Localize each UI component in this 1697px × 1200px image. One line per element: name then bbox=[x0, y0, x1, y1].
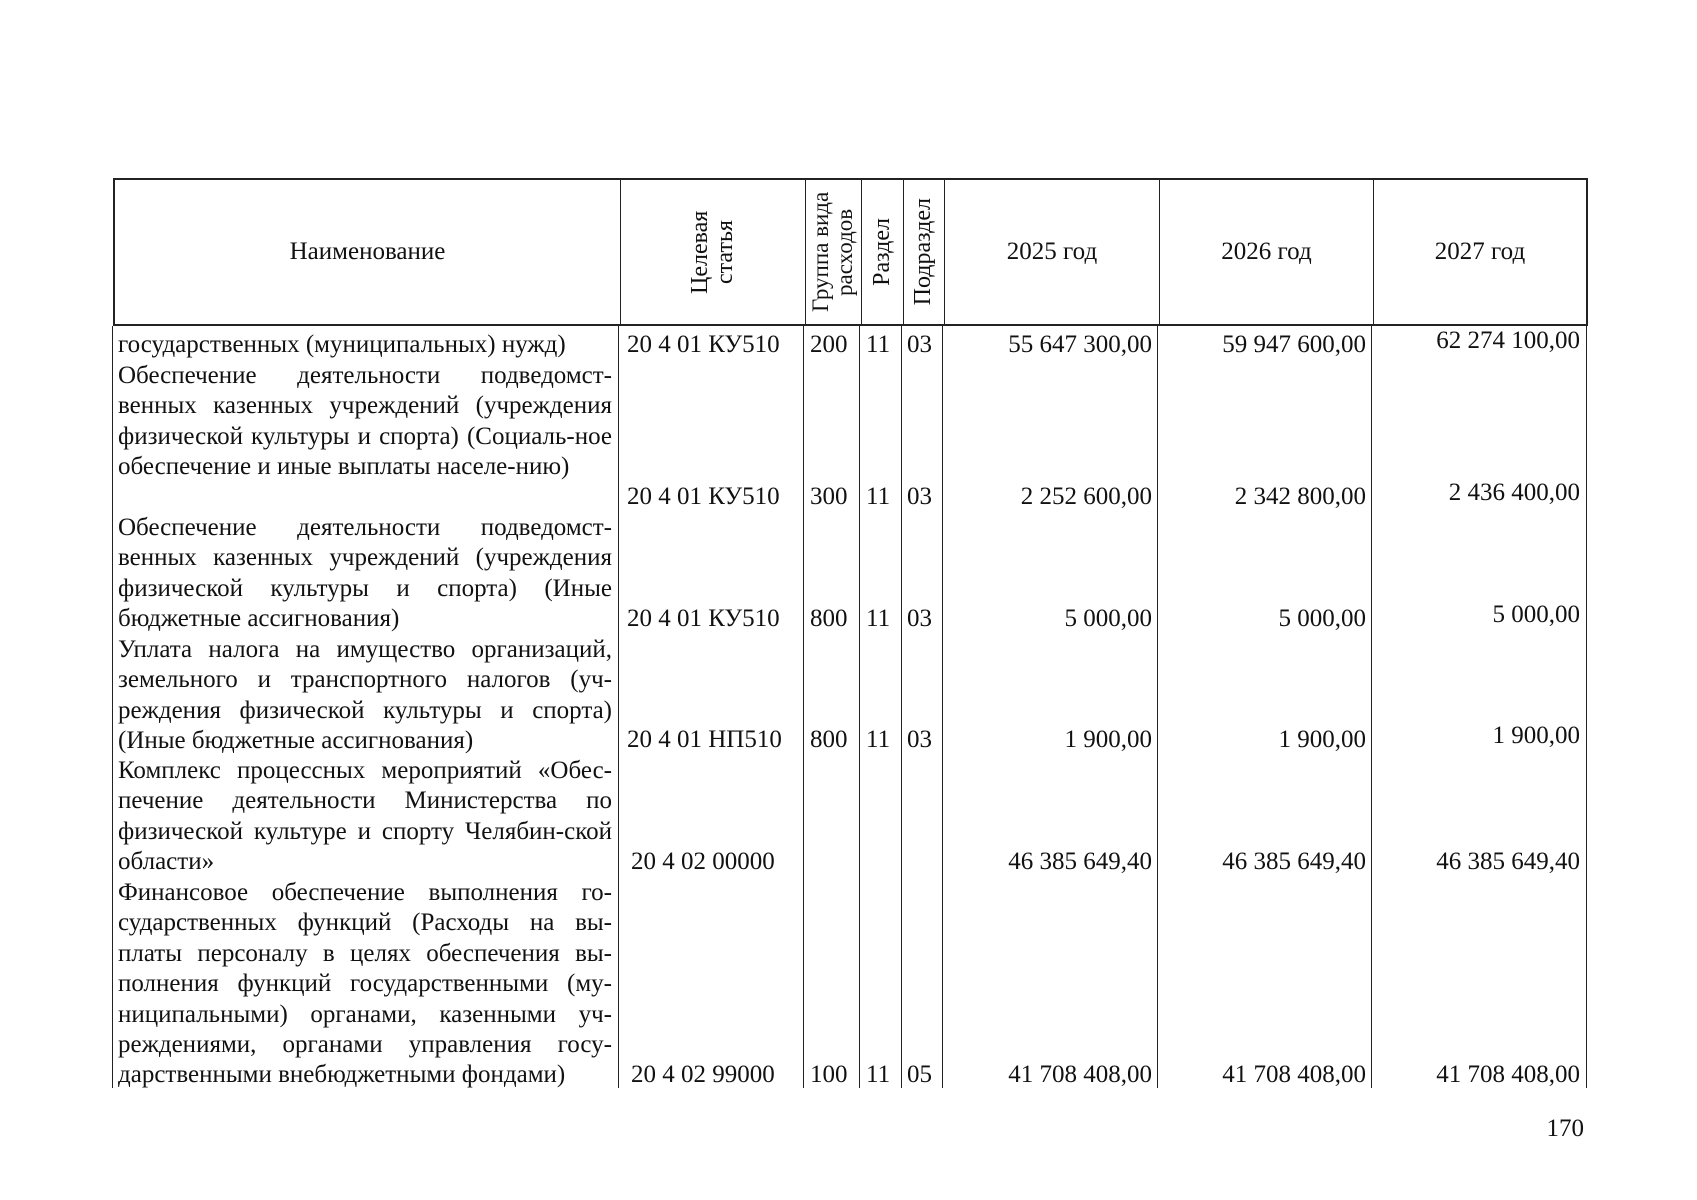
header-year-2025-label: 2025 год bbox=[1006, 238, 1098, 265]
header-year-2026 bbox=[1159, 180, 1373, 324]
header-subsection-label: Подраздел bbox=[910, 198, 937, 306]
page-number: 170 bbox=[1546, 1115, 1584, 1142]
header-target-article-label: Целевая статья bbox=[686, 210, 738, 294]
row-3-group: 800 bbox=[810, 726, 848, 753]
row-4-y2026: 46 385 649,40 bbox=[1222, 848, 1366, 875]
row-5-group: 100 bbox=[810, 1061, 848, 1088]
row-2-y2025: 5 000,00 bbox=[1064, 605, 1152, 632]
row-5-name: Финансовое обеспечение выполнения го-сударственных функций (Расходы на вы-платы персоналу в целях обеспечения вы-полнения функций государственными (му-ниципальными) органами, казенными уч-реждениями, органами управления госу-дарственными внебюджетными фондами) bbox=[118, 879, 612, 1089]
row-3-y2025: 1 900,00 bbox=[1064, 726, 1152, 753]
row-4-code: 20 4 02 00000 bbox=[631, 848, 775, 875]
header-name-label: Наименование bbox=[289, 238, 446, 265]
column-border-subsection bbox=[901, 326, 902, 1088]
row-3-name: Уплата налога на имущество организаций, земельного и транспортного налогов (уч-реждения физической культуры и спорта) (Иные бюджетные ассигнования) bbox=[118, 636, 612, 755]
column-border-code bbox=[618, 326, 619, 1088]
header-target-article bbox=[620, 180, 805, 324]
row-0-name: государственных (муниципальных) нужд) bbox=[118, 331, 566, 358]
column-border-section bbox=[859, 326, 860, 1088]
row-5-subsection: 05 bbox=[907, 1061, 932, 1088]
row-5-y2026: 41 708 408,00 bbox=[1222, 1061, 1366, 1088]
column-border-group bbox=[803, 326, 804, 1088]
row-0-y2027: 62 274 100,00 bbox=[1436, 327, 1580, 354]
row-2-group: 800 bbox=[810, 605, 848, 632]
row-3-subsection: 03 bbox=[907, 726, 932, 753]
row-2-section: 11 bbox=[866, 605, 891, 632]
row-0-y2025: 55 647 300,00 bbox=[1008, 331, 1152, 358]
header-section-label: Раздел bbox=[868, 218, 895, 286]
header-subsection bbox=[903, 180, 944, 324]
row-5-y2027: 41 708 408,00 bbox=[1436, 1061, 1580, 1088]
header-name bbox=[115, 180, 620, 324]
row-5-y2025: 41 708 408,00 bbox=[1008, 1061, 1152, 1088]
row-0-subsection: 03 bbox=[907, 331, 932, 358]
row-5-section: 11 bbox=[866, 1061, 891, 1088]
column-border-left bbox=[112, 326, 113, 1088]
row-1-subsection: 03 bbox=[907, 483, 932, 510]
header-year-2027-label: 2027 год bbox=[1434, 238, 1526, 265]
row-0-group: 200 bbox=[810, 331, 848, 358]
row-2-y2026: 5 000,00 bbox=[1278, 605, 1366, 632]
row-0-y2026: 59 947 600,00 bbox=[1222, 331, 1366, 358]
header-year-2026-label: 2026 год bbox=[1221, 238, 1312, 265]
row-1-y2027: 2 436 400,00 bbox=[1448, 479, 1580, 506]
column-border-2026 bbox=[1157, 326, 1158, 1088]
row-3-code: 20 4 01 НП510 bbox=[627, 726, 782, 753]
column-border-2025 bbox=[942, 326, 943, 1088]
row-3-y2026: 1 900,00 bbox=[1278, 726, 1366, 753]
row-4-y2025: 46 385 649,40 bbox=[1008, 848, 1152, 875]
column-border-2027 bbox=[1371, 326, 1372, 1088]
header-year-2025 bbox=[944, 180, 1159, 324]
header-expense-group-label: Группа вида расходов bbox=[808, 191, 858, 313]
row-3-y2027: 1 900,00 bbox=[1492, 722, 1580, 749]
row-0-section: 11 bbox=[866, 331, 891, 358]
row-2-name: Обеспечение деятельности подведомст-венных казенных учреждений (учреждения физической культуры и спорта) (Иные бюджетные ассигнования) bbox=[118, 514, 612, 633]
row-2-y2027: 5 000,00 bbox=[1492, 601, 1580, 628]
row-1-name: Обеспечение деятельности подведомст-венных казенных учреждений (учреждения физической культуры и спорта) (Социаль-ное обеспечение и иные выплаты населе-нию) bbox=[118, 362, 612, 481]
row-0-code: 20 4 01 КУ510 bbox=[627, 331, 780, 358]
row-4-name: Комплекс процессных мероприятий «Обес-печение деятельности Министерства по физической культуре и спорту Челябин-ской области» bbox=[118, 757, 612, 876]
row-1-code: 20 4 01 КУ510 bbox=[627, 483, 780, 510]
table-header bbox=[113, 178, 1588, 326]
row-1-y2026: 2 342 800,00 bbox=[1234, 483, 1366, 510]
row-1-section: 11 bbox=[866, 483, 891, 510]
header-expense-group bbox=[805, 180, 861, 324]
header-section bbox=[861, 180, 903, 324]
row-5-code: 20 4 02 99000 bbox=[631, 1061, 775, 1088]
row-2-code: 20 4 01 КУ510 bbox=[627, 605, 780, 632]
row-3-section: 11 bbox=[866, 726, 891, 753]
row-2-subsection: 03 bbox=[907, 605, 932, 632]
row-1-group: 300 bbox=[810, 483, 848, 510]
row-1-y2025: 2 252 600,00 bbox=[1020, 483, 1152, 510]
row-4-y2027: 46 385 649,40 bbox=[1436, 848, 1580, 875]
header-year-2027 bbox=[1373, 180, 1586, 324]
column-border-right bbox=[1586, 326, 1587, 1088]
